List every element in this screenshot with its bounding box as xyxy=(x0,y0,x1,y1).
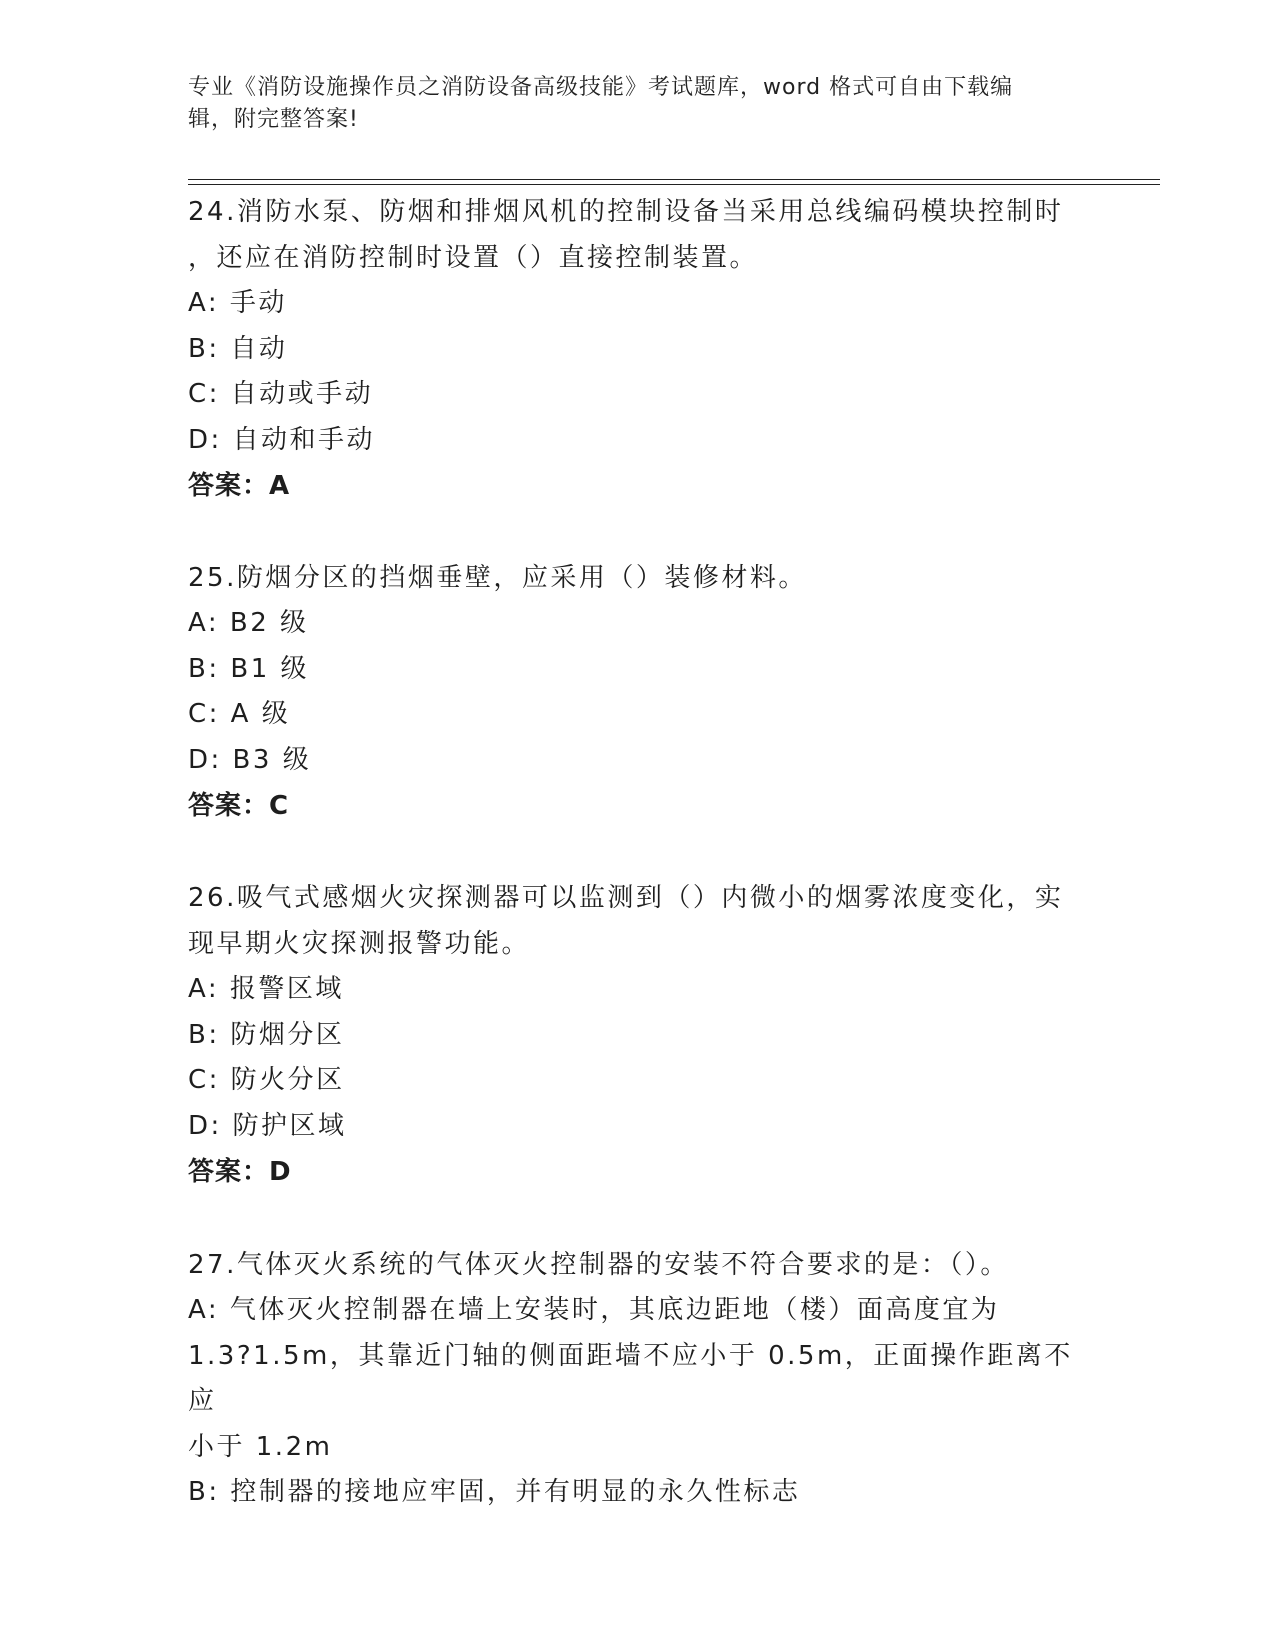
option-a: A: 报警区域 xyxy=(188,974,344,1004)
question-stem-line: 27.气体灭火系统的气体灭火控制器的安装不符合要求的是：（）。 xyxy=(188,1250,1009,1280)
answer-line: 答案：C xyxy=(188,791,290,821)
header-line-1: 专业《消防设施操作员之消防设备高级技能》考试题库，word 格式可自由下载编 xyxy=(188,75,1014,100)
answer-line: 答案：A xyxy=(188,471,291,501)
header-line-2: 辑，附完整答案! xyxy=(188,107,359,132)
header-divider-top xyxy=(188,179,1160,180)
option-a: A: 气体灭火控制器在墙上安装时，其底边距地（楼）面高度宜为 xyxy=(188,1295,1000,1325)
option-c: C: 防火分区 xyxy=(188,1065,345,1095)
question-24 xyxy=(188,189,1088,509)
option-d: D: 自动和手动 xyxy=(188,424,376,455)
document-header xyxy=(188,72,1068,136)
question-stem-line: 25.防烟分区的挡烟垂壁，应采用（）装修材料。 xyxy=(188,563,807,593)
option-a-continued: 小于 1.2m xyxy=(188,1431,333,1462)
question-26 xyxy=(188,875,1088,1195)
question-stem-line: 24.消防水泵、防烟和排烟风机的控制设备当采用总线编码模块控制时 xyxy=(188,197,1064,227)
option-b: B: B1 级 xyxy=(188,653,310,684)
answer-line: 答案：D xyxy=(188,1157,292,1187)
option-c: C: 自动或手动 xyxy=(188,379,374,409)
option-b: B: 控制器的接地应牢固，并有明显的永久性标志 xyxy=(188,1477,801,1507)
option-a: A: B2 级 xyxy=(188,608,309,638)
question-stem-line: 现早期火灾探测报警功能。 xyxy=(188,929,531,959)
question-stem-line: ，还应在消防控制时设置（）直接控制装置。 xyxy=(188,243,759,273)
option-a: A: 手动 xyxy=(188,288,287,318)
option-b: B: 自动 xyxy=(188,333,288,364)
question-stem-line: 26.吸气式感烟火灾探测器可以监测到（）内微小的烟雾浓度变化，实 xyxy=(188,883,1064,913)
question-27 xyxy=(188,1242,1088,1516)
header-divider-bottom xyxy=(188,184,1160,185)
option-b: B: 防烟分区 xyxy=(188,1019,345,1050)
option-d: D: 防护区域 xyxy=(188,1110,347,1141)
option-a-continued: 1.3?1.5m，其靠近门轴的侧面距墙不应小于 0.5m，正面操作距离不应 xyxy=(188,1340,1073,1416)
option-c: C: A 级 xyxy=(188,699,291,729)
option-d: D: B3 级 xyxy=(188,744,312,775)
question-25 xyxy=(188,555,1088,829)
